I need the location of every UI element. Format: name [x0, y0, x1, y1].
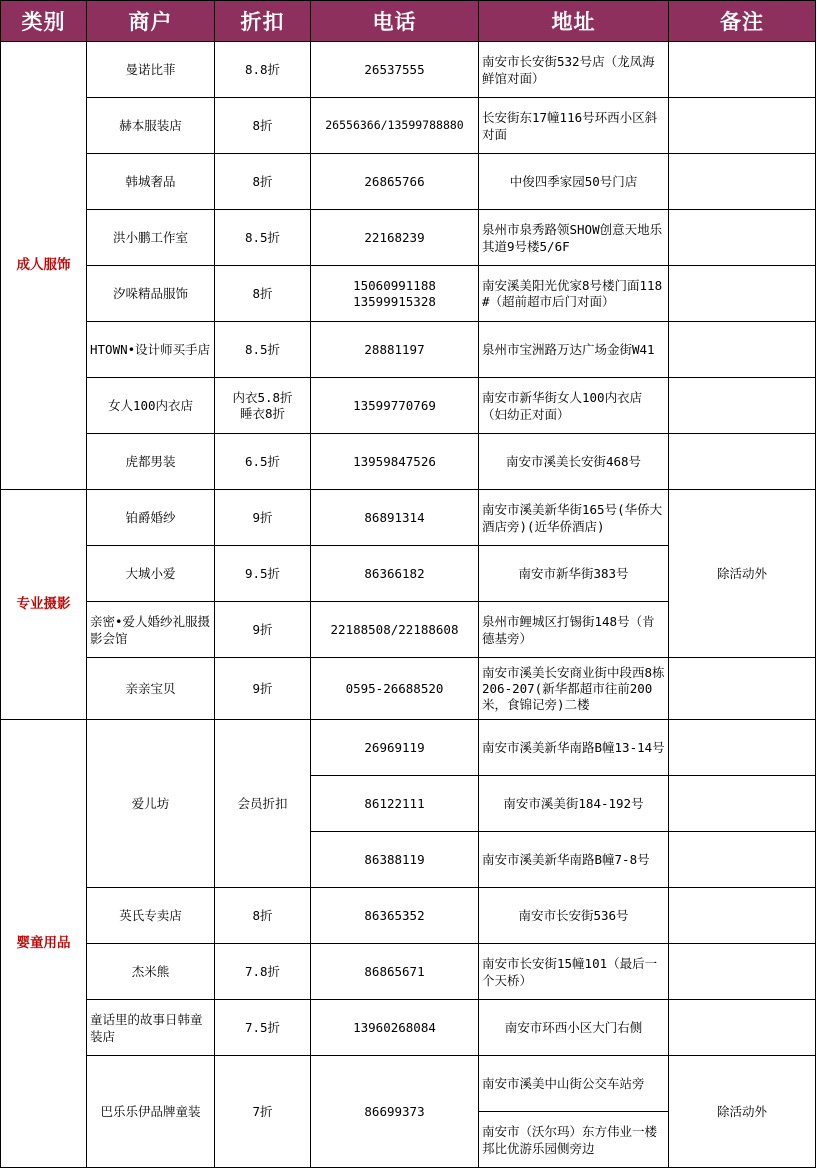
address-cell: 南安市长安街15幢101（最后一个天桥） [479, 944, 669, 1000]
discount-cell [215, 378, 311, 434]
table-row [1, 42, 816, 98]
phone-cell: 13960268084 [311, 1000, 479, 1056]
table-row [1, 378, 816, 434]
remark-cell [669, 832, 816, 888]
phone-cell: 86699373 [311, 1056, 479, 1168]
merchant-cell: 洪小鹏工作室 [87, 210, 215, 266]
discount-cell: 6.5折 [215, 434, 311, 490]
discount-cell: 9.5折 [215, 546, 311, 602]
address-cell: 南安市溪美长安街468号 [479, 434, 669, 490]
discount-cell: 8折 [215, 266, 311, 322]
table-row [1, 98, 816, 154]
discount-line: 内衣5.8折 [232, 389, 293, 405]
merchant-cell: 韩城奢品 [87, 154, 215, 210]
address-cell: 泉州市鲤城区打锡街148号（肯德基旁） [479, 602, 669, 658]
discount-cell: 9折 [215, 602, 311, 658]
table-row [1, 1056, 816, 1112]
merchant-cell: 女人100内衣店 [87, 378, 215, 434]
discount-cell: 8折 [215, 154, 311, 210]
phone-cell: 13959847526 [311, 434, 479, 490]
address-cell: 南安市新华街383号 [479, 546, 669, 602]
phone-cell: 28881197 [311, 322, 479, 378]
header-address: 地址 [479, 1, 669, 42]
phone-cell: 26865766 [311, 154, 479, 210]
phone-cell: 26537555 [311, 42, 479, 98]
remark-cell [669, 322, 816, 378]
address-cell: 南安市溪美新华街165号(华侨大酒店旁)(近华侨酒店) [479, 490, 669, 546]
table-row [1, 154, 816, 210]
phone-cell [311, 266, 479, 322]
address-cell: 南安市溪美长安商业街中段西8栋206-207(新华都超市往前200米，食锦记旁)二楼 [479, 658, 669, 720]
remark-cell [669, 98, 816, 154]
table-row [1, 658, 816, 720]
phone-cell: 86865671 [311, 944, 479, 1000]
address-cell: 南安市溪美新华南路B幢13-14号 [479, 720, 669, 776]
remark-cell [669, 1000, 816, 1056]
table-row [1, 210, 816, 266]
phone-cell: 86891314 [311, 490, 479, 546]
address-cell: 泉州市宝洲路万达广场金街W41 [479, 322, 669, 378]
phone-cell: 86122111 [311, 776, 479, 832]
discount-cell: 8.8折 [215, 42, 311, 98]
discount-cell: 8折 [215, 888, 311, 944]
phone-cell: 86365352 [311, 888, 479, 944]
discount-cell: 会员折扣 [215, 720, 311, 888]
remark-cell: 除活动外 [669, 490, 816, 658]
phone-cell: 0595-26688520 [311, 658, 479, 720]
table-row [1, 434, 816, 490]
phone-cell: 86366182 [311, 546, 479, 602]
address-cell: 南安市溪美新华南路B幢7-8号 [479, 832, 669, 888]
header-category: 类别 [1, 1, 87, 42]
discount-cell: 8.5折 [215, 210, 311, 266]
address-cell: 南安市环西小区大门右侧 [479, 1000, 669, 1056]
merchant-cell: 亲密•爱人婚纱礼服摄影会馆 [87, 602, 215, 658]
phone-line: 15060991188 [353, 277, 436, 293]
phone-cell: 86388119 [311, 832, 479, 888]
merchant-cell: 爱儿坊 [87, 720, 215, 888]
table-row [1, 944, 816, 1000]
category-baby-products: 婴童用品 [1, 720, 87, 1168]
merchant-cell: 英氏专卖店 [87, 888, 215, 944]
phone-cell: 22188508/22188608 [311, 602, 479, 658]
table-row [1, 1000, 816, 1056]
address-cell: 南安市长安街536号 [479, 888, 669, 944]
remark-cell [669, 42, 816, 98]
header-remark: 备注 [669, 1, 816, 42]
address-cell: 南安市溪美街184-192号 [479, 776, 669, 832]
phone-cell: 13599770769 [311, 378, 479, 434]
table-row [1, 266, 816, 322]
discount-cell: 8.5折 [215, 322, 311, 378]
merchant-cell: 童话里的故事日韩童装店 [87, 1000, 215, 1056]
remark-cell [669, 944, 816, 1000]
remark-cell [669, 154, 816, 210]
merchant-cell: HTOWN•设计师买手店 [87, 322, 215, 378]
address-cell: 南安市新华街女人100内衣店（妇幼正对面） [479, 378, 669, 434]
address-cell: 南安溪美阳光优家8号楼门面118#（超前超市后门对面） [479, 266, 669, 322]
phone-cell: 26969119 [311, 720, 479, 776]
remark-cell [669, 434, 816, 490]
merchant-cell: 汐哚精品服饰 [87, 266, 215, 322]
discount-cell: 9折 [215, 658, 311, 720]
header-merchant: 商户 [87, 1, 215, 42]
discount-line: 睡衣8折 [239, 405, 286, 421]
header-discount: 折扣 [215, 1, 311, 42]
table-row [1, 490, 816, 546]
address-cell: 长安街东17幢116号环西小区斜对面 [479, 98, 669, 154]
merchant-cell: 铂爵婚纱 [87, 490, 215, 546]
remark-cell [669, 776, 816, 832]
merchant-cell: 曼诺比菲 [87, 42, 215, 98]
header-phone: 电话 [311, 1, 479, 42]
table-row [1, 720, 816, 776]
remark-cell [669, 720, 816, 776]
address-cell: 南安市（沃尔玛）东方伟业一楼邦比优游乐园侧旁边 [479, 1112, 669, 1168]
remark-cell [669, 658, 816, 720]
merchant-cell: 虎都男装 [87, 434, 215, 490]
merchant-cell: 大城小爱 [87, 546, 215, 602]
table-row [1, 322, 816, 378]
address-cell: 南安市溪美中山街公交车站旁 [479, 1056, 669, 1112]
remark-cell [669, 378, 816, 434]
table-row [1, 888, 816, 944]
category-adult-clothing: 成人服饰 [1, 42, 87, 490]
merchant-cell: 亲亲宝贝 [87, 658, 215, 720]
header-row [1, 1, 816, 42]
merchant-cell: 赫本服装店 [87, 98, 215, 154]
discount-cell: 7.8折 [215, 944, 311, 1000]
remark-cell [669, 266, 816, 322]
merchant-cell: 巴乐乐伊品牌童装 [87, 1056, 215, 1168]
address-cell: 中俊四季家园50号门店 [479, 154, 669, 210]
remark-cell: 除活动外 [669, 1056, 816, 1168]
remark-cell [669, 210, 816, 266]
phone-cell: 26556366/13599788880 [311, 98, 479, 154]
discount-cell: 7.5折 [215, 1000, 311, 1056]
remark-cell [669, 888, 816, 944]
merchant-cell: 杰米熊 [87, 944, 215, 1000]
phone-cell: 22168239 [311, 210, 479, 266]
category-photography: 专业摄影 [1, 490, 87, 720]
address-cell: 泉州市泉秀路领SHOW创意天地乐其道9号楼5/6F [479, 210, 669, 266]
discount-cell: 9折 [215, 490, 311, 546]
phone-line: 13599915328 [353, 293, 436, 309]
address-cell: 南安市长安街532号店（龙凤海鲜馆对面） [479, 42, 669, 98]
discount-cell: 8折 [215, 98, 311, 154]
discount-cell: 7折 [215, 1056, 311, 1168]
